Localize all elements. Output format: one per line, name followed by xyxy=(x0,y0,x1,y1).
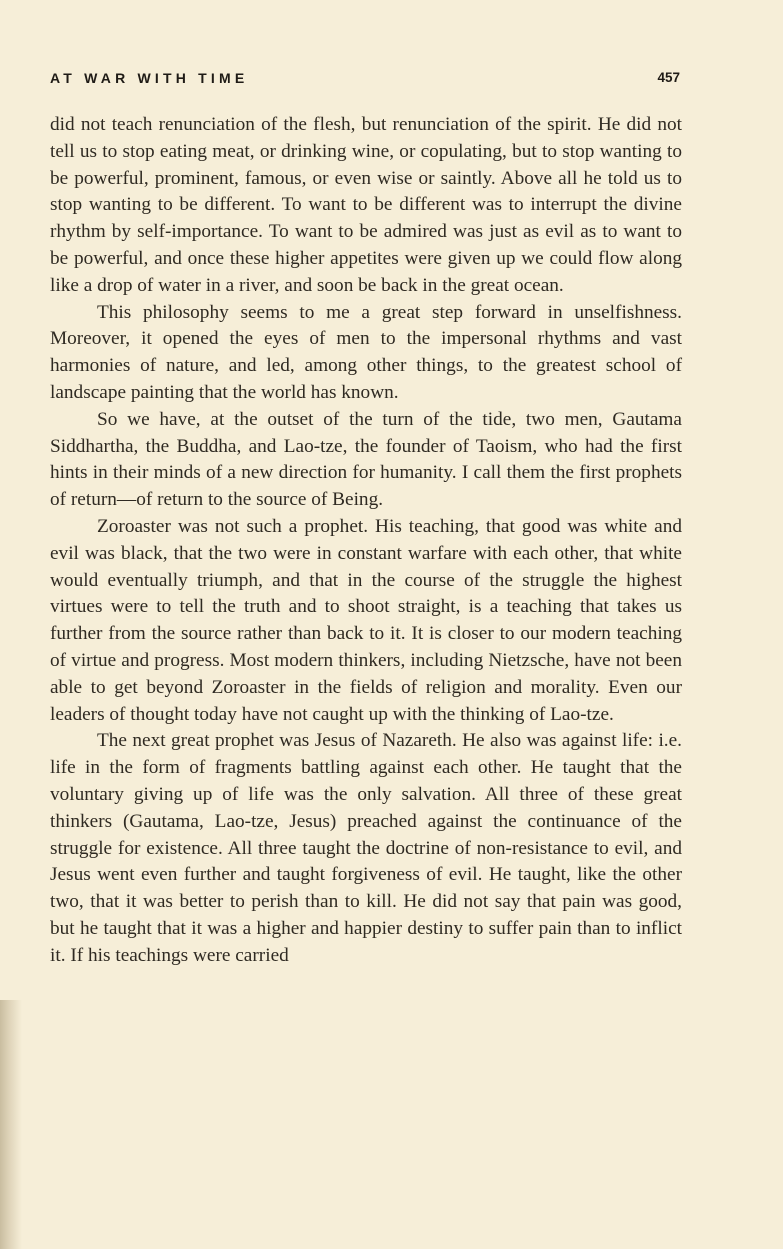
paragraph: The next great prophet was Jesus of Nazareth. He also was against life: i.e. life in the form of fragments battling against each other. He taught that the voluntary giving up of life was the only salvation. All three of these great thinkers (Gautama, Lao-tze, Jesus) preached against the continuance of the struggle for existence. All three taught the doctrine of non-resistance to evil, and Jesus went even further and taught forgiveness of evil. He taught, like the other two, that it was better to perish than to kill. He did not say that pain was good, but he taught that it was a higher and happier destiny to suffer pain than to inflict it. If his teachings were carried xyxy=(50,730,682,966)
page-spine-shadow xyxy=(0,1000,22,1249)
body-text xyxy=(50,112,682,970)
paragraph-continued: did not teach renunciation of the flesh, but renunciation of the spirit. He did not tell us to stop eating meat, or drinking wine, or copulating, but to stop wanting to be powerful, prominent, famous, or even wise or saintly. Above all he told us to stop wanting to be different. To want to be different was to interrupt the divine rhythm by self-importance. To want to be admired was just as evil as to want to be powerful, and once these higher appetites were given up we could flow along like a drop of water in a river, and soon be back in the great ocean. xyxy=(50,114,682,296)
running-head xyxy=(50,70,680,92)
running-title: AT WAR WITH TIME xyxy=(50,70,249,86)
paragraph: This philosophy seems to me a great step forward in unselfishness. Moreover, it opened the eyes of men to the impersonal rhythms and vast harmonies of nature, and led, among other things, to the greatest school of landscape painting that the world has known. xyxy=(50,301,682,403)
paragraph: So we have, at the outset of the turn of the tide, two men, Gautama Siddhartha, the Buddha, and Lao-tze, the founder of Taoism, who had the first hints in their minds of a new direction for humanity. I call them the first prophets of return—of return to the source of Being. xyxy=(50,408,682,511)
page-number: 457 xyxy=(657,70,680,85)
paragraph: Zoroaster was not such a prophet. His teaching, that good was white and evil was black, that the two were in constant warfare with each other, that white would eventually triumph, and that in the course of the struggle the highest virtues were to tell the truth and to shoot straight, is a teaching that takes us further from the source rather than back to it. It is closer to our modern teaching of virtue and progress. Most modern thinkers, including Nietzsche, have not been able to get beyond Zoroaster in the fields of religion and morality. Even our leaders of thought today have not caught up with the thinking of Lao-tze. xyxy=(50,515,682,725)
